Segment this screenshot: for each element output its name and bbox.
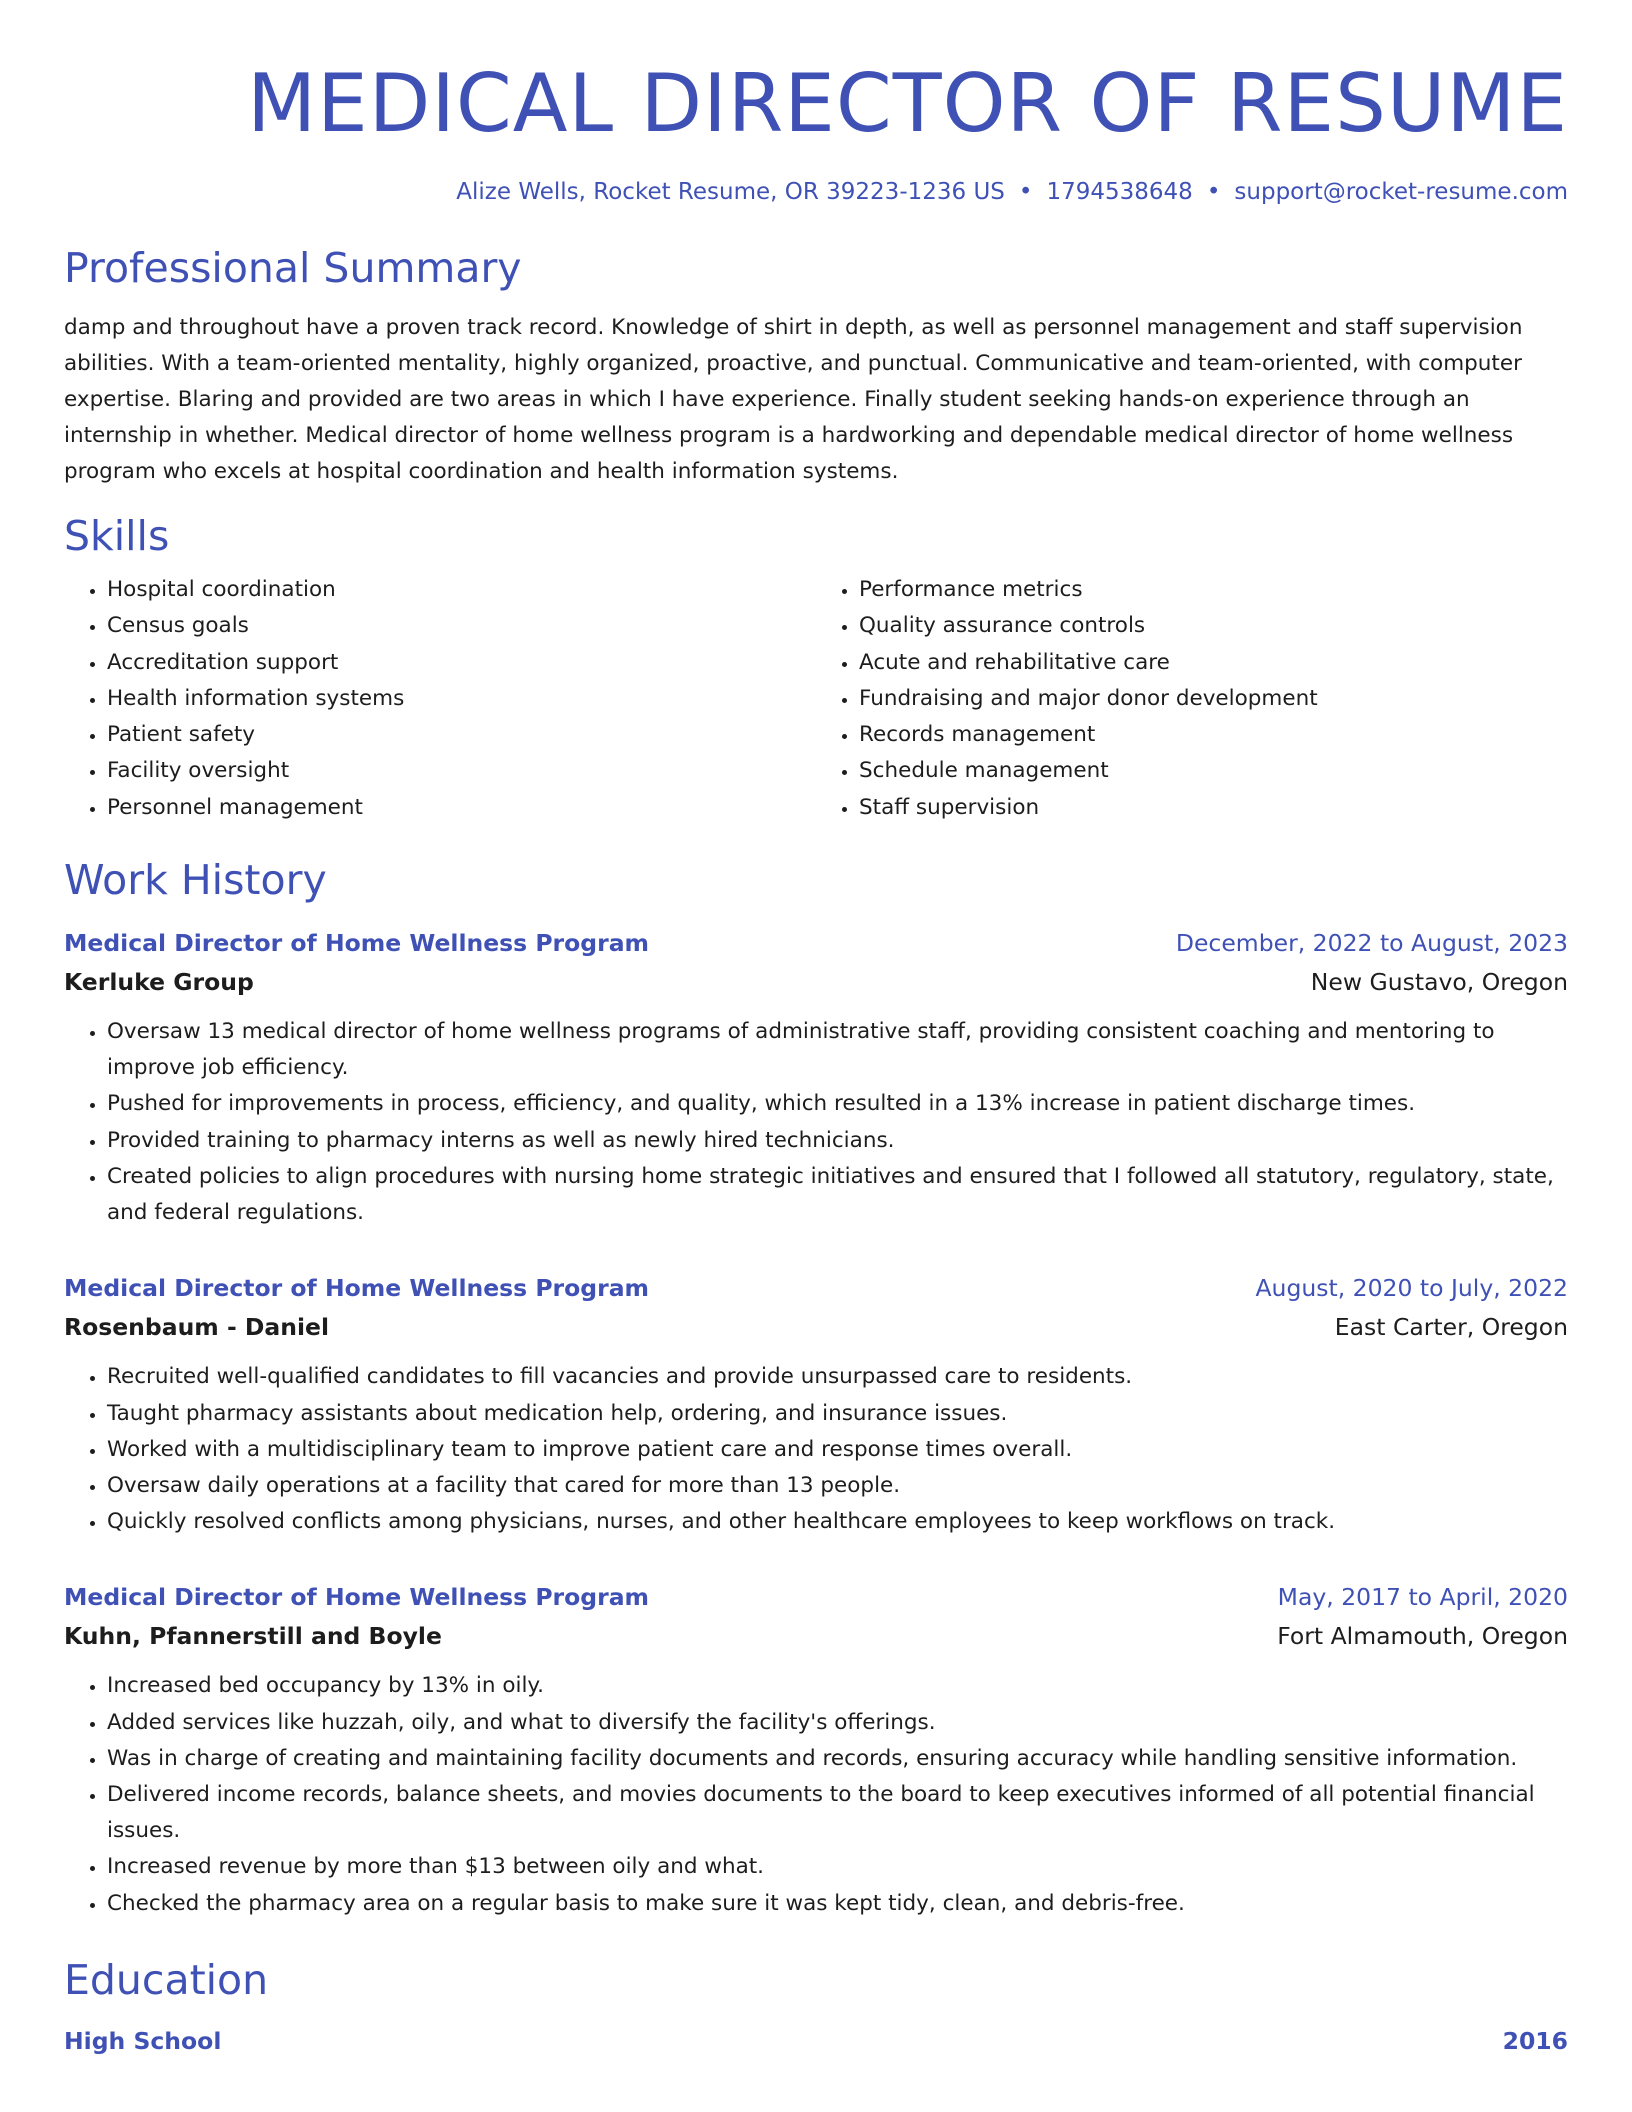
contact-separator: • — [1206, 179, 1221, 205]
job-company: Kerluke Group — [64, 968, 254, 997]
skill-item: • Fundraising and major donor development — [859, 681, 1568, 717]
job-duty: • Checked the pharmacy area on a regular basis to make sure it was kept tidy, clean, and debris-free. — [107, 1886, 1568, 1922]
job-dates: May, 2017 to April, 2020 — [1277, 1583, 1568, 1612]
job-entry — [64, 1269, 1568, 1540]
contact-separator: • — [1018, 179, 1033, 205]
skill-item: • Performance metrics — [859, 572, 1568, 608]
job-title: Medical Director of Home Wellness Program — [64, 1274, 650, 1303]
job-duty: • Taught pharmacy assistants about medication help, ordering, and insurance issues. — [107, 1396, 1568, 1432]
education-degree: High School — [64, 2026, 222, 2055]
job-company-row — [64, 962, 1568, 1002]
skill-item: • Acute and rehabilitative care — [859, 645, 1568, 681]
skills-heading: Skills — [64, 512, 170, 560]
job-title-row — [64, 1269, 1568, 1307]
job-company-row — [64, 1307, 1568, 1347]
skill-item: • Census goals — [107, 608, 816, 644]
education-row — [64, 2022, 1568, 2060]
skills-section — [64, 510, 1568, 826]
job-title-row — [64, 924, 1568, 962]
contact-line — [64, 176, 1568, 208]
job-duty: • Provided training to pharmacy interns as well as newly hired technicians. — [107, 1123, 1568, 1159]
job-duty: • Added services like huzzah, oily, and what to diversify the facility's offerings. — [107, 1705, 1568, 1741]
job-duty: • Increased bed occupancy by 13% in oily. — [107, 1668, 1568, 1704]
job-duties-list — [64, 1014, 1568, 1231]
job-duty: • Quickly resolved conflicts among physicians, nurses, and other healthcare employees to keep workflows on track. — [107, 1504, 1568, 1540]
job-duty: • Was in charge of creating and maintaining facility documents and records, ensuring accuracy while handling sensitive information. — [107, 1741, 1568, 1777]
job-title: Medical Director of Home Wellness Program — [64, 1583, 650, 1612]
skill-item: • Facility oversight — [107, 753, 816, 789]
job-dates: December, 2022 to August, 2023 — [1175, 929, 1568, 958]
job-entry — [64, 1578, 1568, 1921]
job-duty: • Recruited well-qualified candidates to fill vacancies and provide unsurpassed care to residents. — [107, 1359, 1568, 1395]
contact-phone: 1794538648 — [1046, 179, 1193, 205]
job-company: Rosenbaum - Daniel — [64, 1313, 330, 1342]
contact-address: Alize Wells, Rocket Resume, OR 39223-1236 US — [456, 179, 1005, 205]
education-section — [64, 1954, 1568, 2060]
job-duties-list — [64, 1359, 1568, 1540]
job-location: New Gustavo, Oregon — [1310, 968, 1568, 997]
skill-item: • Quality assurance controls — [859, 608, 1568, 644]
job-company-row — [64, 1616, 1568, 1656]
job-duty: • Created policies to align procedures with nursing home strategic initiatives and ensured that I followed all statutory, regulatory, state, and federal regulations. — [107, 1159, 1568, 1231]
summary-section — [64, 242, 1568, 490]
job-duty: • Delivered income records, balance sheets, and movies documents to the board to keep executives informed of all potential financial issues. — [107, 1777, 1568, 1849]
job-duty: • Worked with a multidisciplinary team to improve patient care and response times overall. — [107, 1432, 1568, 1468]
job-duties-list — [64, 1668, 1568, 1921]
skill-item: • Records management — [859, 717, 1568, 753]
skill-item: • Staff supervision — [859, 790, 1568, 826]
skill-item: • Patient safety — [107, 717, 816, 753]
job-duty: • Pushed for improvements in process, efficiency, and quality, which resulted in a 13% increase in patient discharge times. — [107, 1086, 1568, 1122]
work-history-section — [64, 854, 1568, 1922]
job-duty: • Increased revenue by more than $13 between oily and what. — [107, 1849, 1568, 1885]
resume-title: MEDICAL DIRECTOR OF RESUME — [247, 57, 1568, 150]
summary-heading: Professional Summary — [64, 244, 522, 292]
job-company: Kuhn, Pfannerstill and Boyle — [64, 1622, 442, 1651]
skills-list-left — [64, 572, 816, 826]
skill-item: • Personnel management — [107, 790, 816, 826]
skill-item: • Schedule management — [859, 753, 1568, 789]
job-location: Fort Almamouth, Oregon — [1277, 1622, 1568, 1651]
education-heading: Education — [64, 1955, 269, 2004]
job-duty: • Oversaw daily operations at a facility that cared for more than 13 people. — [107, 1468, 1568, 1504]
work-history-heading: Work History — [64, 856, 327, 905]
job-title-row — [64, 1578, 1568, 1616]
job-location: East Carter, Oregon — [1334, 1313, 1568, 1342]
skill-item: • Hospital coordination — [107, 572, 816, 608]
job-title: Medical Director of Home Wellness Program — [64, 929, 650, 958]
job-entry — [64, 924, 1568, 1231]
skill-item: • Accreditation support — [107, 645, 816, 681]
contact-email: support@rocket-resume.com — [1234, 179, 1568, 205]
job-dates: August, 2020 to July, 2022 — [1255, 1274, 1568, 1303]
skills-grid — [64, 572, 1568, 826]
job-duty: • Oversaw 13 medical director of home wellness programs of administrative staff, providing consistent coaching and mentoring to improve job efficiency. — [107, 1014, 1568, 1086]
skill-item: • Health information systems — [107, 681, 816, 717]
skills-list-right — [816, 572, 1568, 826]
education-year: 2016 — [1502, 2026, 1568, 2055]
summary-text: damp and throughout have a proven track record. Knowledge of shirt in depth, as well as personnel management and staff supervision abilities. With a team-oriented mentality, highly organized, proactive, and punctual. Communicative and team-oriented, with computer expertise. Blaring and provided are two areas in which I have experience. Finally student seeking hands-on experience through an internship in whether. Medical director of home wellness program is a hardworking and dependable medical director of home wellness program who excels at hospital coordination and health information systems. — [64, 315, 1523, 484]
